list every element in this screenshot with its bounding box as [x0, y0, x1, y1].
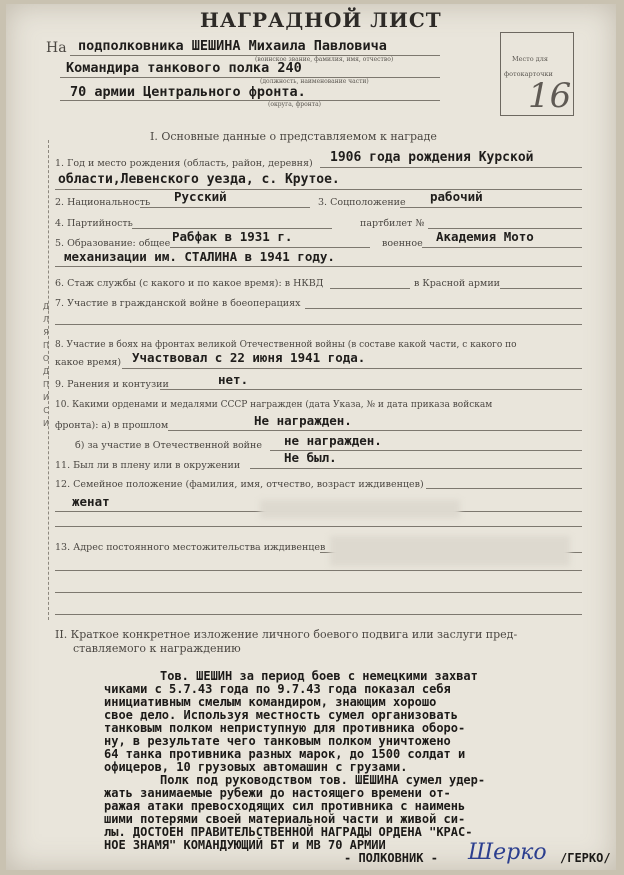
f10b-label: б) за участие в Отечественной войне	[75, 440, 262, 451]
f10-label-a: 10. Какими орденами и медалями СССР награжден (дата Указа, № и дата приказа войскам	[55, 400, 493, 410]
handwritten-number: 16	[528, 76, 572, 116]
narrative-line: ну, в результате чего танковым полком уничтожено	[104, 734, 451, 748]
photo-label-1: Место для	[512, 55, 548, 63]
f6-label: 6. Стаж службы (с какого и по какое время): в НКВД	[55, 278, 324, 289]
hint-position: (должность, наименование части)	[260, 78, 369, 85]
f10-label-b: фронта): а) в прошлом	[55, 420, 169, 431]
f6b-label: в Красной армии	[414, 278, 500, 289]
f5-mil-label: военное	[382, 238, 423, 249]
f3-label: 3. Соцположение	[318, 197, 406, 208]
f1-value-a: 1906 года рождения Курской	[330, 150, 534, 165]
f5-military-b: механизации им. СТАЛИНА в 1941 году.	[64, 249, 335, 264]
narrative-line: офицеров, 10 грузовых автомашин с грузами.	[104, 760, 408, 774]
f10b-value: не награжден.	[284, 433, 382, 448]
f5-label: 5. Образование: общее	[55, 238, 171, 249]
narrative-line: 64 танка противника разных марок, до 1500 солдат и	[104, 747, 466, 761]
narrative-line: чиками с 5.7.43 года по 9.7.43 года показал себя	[104, 682, 451, 696]
narrative-line: свое дело. Используя местность сумел организовать	[104, 708, 459, 722]
f8-value: Участвовал с 22 июня 1941 года.	[132, 350, 366, 365]
f5-military: Академия Мото	[436, 229, 534, 244]
narrative-line: НОЕ ЗНАМЯ" КОМАНДУЮЩИЙ БТ и МВ 70 АРМИИ	[104, 838, 386, 852]
f8-label-a: 8. Участие в боях на фронтах великой Отечественной войны (в составе какой части, с какого по	[55, 340, 517, 350]
f11-label: 11. Был ли в плену или в окружении	[55, 460, 241, 471]
f12-label: 12. Семейное положение (фамилия, имя, отчество, возраст иждивенцев)	[55, 479, 424, 490]
f7-label: 7. Участие в гражданской войне в боеоперациях	[55, 298, 301, 309]
narrative-line: инициативным смелым командиром, знающим хорошо	[104, 695, 437, 709]
narrative-line: танковым полком неприступную для противника оборо-	[104, 721, 466, 735]
front: 70 армии Центрального фронта.	[70, 84, 306, 100]
f12-value: женат	[72, 494, 110, 509]
document-title: НАГРАДНОЙ ЛИСТ	[200, 8, 442, 32]
f11-value: Не был.	[284, 450, 337, 465]
section1-heading: I. Основные данные о представляемом к награде	[150, 130, 437, 143]
side-vertical-text: Д Л Я П О Д П И С И	[42, 302, 50, 428]
hint-rank: (воинское звание, фамилия, имя, отчество)	[255, 56, 394, 63]
redacted-area	[260, 500, 460, 518]
f4-label: 4. Партийность	[55, 218, 133, 229]
section2-heading-b: ставляемого к награждению	[73, 642, 241, 655]
narrative-line: Полк под руководством тов. ШЕШИНА сумел удер-	[160, 773, 486, 787]
narrative-line: ражая атаки превосходящих сил противника с наимень	[104, 799, 466, 813]
f5-general: Рабфак в 1931 г.	[172, 229, 293, 244]
f1-label: 1. Год и место рождения (область, район, деревня)	[55, 158, 313, 169]
f13-label: 13. Адрес постоянного местожительства иждивенцев	[55, 542, 326, 553]
rank-name: подполковника ШЕШИНА Михаила Павловича	[78, 38, 387, 54]
f2-label: 2. Национальность	[55, 197, 151, 208]
narrative-line: лы. ДОСТОЕН ПРАВИТЕЛЬСТВЕННОЙ НАГРАДЫ ОРДЕНА "КРАС-	[104, 825, 473, 839]
narrative-line: Тов. ШЕШИН за период боев с немецкими захват	[160, 669, 478, 683]
redacted-address	[330, 536, 570, 566]
signature: Шерко	[468, 840, 547, 865]
signoff-rank: - ПОЛКОВНИК -	[344, 851, 438, 865]
signoff-name: /ГЕРКО/	[560, 851, 611, 865]
na-label: На	[46, 40, 67, 56]
narrative-line: жать занимаемые рубежи до настоящего времени от-	[104, 786, 451, 800]
f8-label-b: какое время)	[55, 357, 122, 368]
f9-label: 9. Ранения и контузии	[55, 379, 169, 390]
f3-value: рабочий	[430, 189, 483, 204]
hint-front: (округа, фронта)	[268, 101, 321, 108]
position: Командира танкового полка 240	[66, 60, 302, 76]
f1-value-b: области,Левенского уезда, с. Крутое.	[58, 172, 340, 187]
f10a-value: Не награжден.	[254, 413, 352, 428]
photo-label-2: фотокарточки	[504, 70, 553, 78]
f9-value: нет.	[218, 372, 249, 387]
f4b-label: партбилет №	[360, 218, 425, 229]
f2-value: Русский	[174, 189, 227, 204]
section2-heading-a: II. Краткое конкретное изложение личного боевого подвига или заслуги пред-	[55, 628, 518, 641]
narrative-line: шими потерями своей материальной части и живой си-	[104, 812, 466, 826]
